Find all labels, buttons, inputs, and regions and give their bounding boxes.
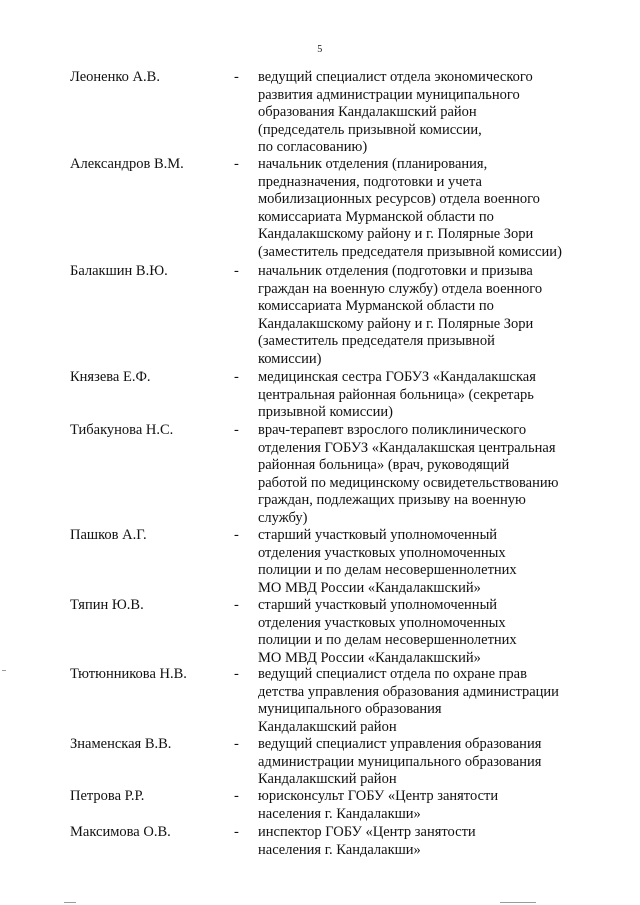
role-line: развития администрации муниципального [258, 86, 520, 103]
member-role [258, 422, 630, 528]
member-name: Тяпин Ю.В. [70, 597, 144, 613]
member-name: Александров В.М. [70, 156, 184, 172]
role-line: комиссариата Мурманской области по [258, 298, 494, 315]
role-line: Кандалакшскому району и г. Полярные Зори [258, 315, 534, 332]
role-line: предназначения, подготовки и учета [258, 173, 482, 190]
role-line: МО МВД России «Кандалакшский» [258, 649, 481, 666]
member-role [258, 597, 630, 667]
member-role [258, 666, 630, 736]
member-role [258, 369, 630, 422]
scan-footer-mark-left [64, 902, 76, 903]
role-line: начальник отделения (подготовки и призыва [258, 263, 533, 279]
member-name: Князева Е.Ф. [70, 369, 151, 385]
role-line: начальник отделения (планирования, [258, 156, 488, 172]
role-line: полиции и по делам несовершеннолетних [258, 632, 517, 649]
role-line: инспектор ГОБУ «Центр занятости [258, 824, 476, 840]
separator-dash: - [234, 527, 239, 543]
member-role [258, 788, 630, 823]
role-line: Кандалакшскому району и г. Полярные Зори [258, 226, 534, 243]
role-line: ведущий специалист управления образования [258, 736, 542, 752]
role-line: медицинская сестра ГОБУЗ «Кандалакшская [258, 369, 536, 385]
member-name: Леоненко А.В. [70, 69, 160, 85]
member-name: Максимова О.В. [70, 824, 171, 840]
role-line: граждан, подлежащих призыву на военную [258, 492, 526, 509]
role-line: полиции и по делам несовершеннолетних [258, 562, 517, 579]
role-line: администрации муниципального образования [258, 753, 542, 770]
role-line: (заместитель председателя призывной [258, 333, 495, 350]
role-line: старший участковый уполномоченный [258, 597, 498, 613]
scan-footer-mark-right [500, 902, 536, 903]
role-line: муниципального образования [258, 701, 442, 718]
member-role [258, 824, 630, 859]
member-role [258, 527, 630, 597]
separator-dash: - [234, 824, 239, 840]
role-line: отделения ГОБУЗ «Кандалакшская центральная [258, 439, 556, 456]
role-line: комиссии) [258, 350, 322, 367]
member-name: Тибакунова Н.С. [70, 422, 174, 438]
role-line: врач-терапевт взрослого поликлинического [258, 422, 527, 438]
role-line: Кандалакшский район [258, 771, 397, 788]
role-line: работой по медицинскому освидетельствованию [258, 474, 559, 491]
member-role [258, 736, 630, 789]
member-role [258, 156, 630, 262]
separator-dash: - [234, 156, 239, 172]
role-line: комиссариата Мурманской области по [258, 208, 494, 225]
member-name: Пашков А.Г. [70, 527, 147, 543]
role-line: населения г. Кандалакши» [258, 805, 421, 822]
separator-dash: - [234, 263, 239, 279]
separator-dash: - [234, 788, 239, 804]
role-line: населения г. Кандалакши» [258, 841, 421, 858]
role-line: МО МВД России «Кандалакшский» [258, 579, 481, 596]
role-line: отделения участковых уполномоченных [258, 614, 506, 631]
role-line: призывной комиссии) [258, 404, 393, 421]
role-line: службу) [258, 509, 308, 526]
role-line: детства управления образования администрации [258, 683, 559, 700]
role-line: Кандалакшский район [258, 718, 397, 735]
separator-dash: - [234, 369, 239, 385]
member-role [258, 69, 630, 157]
separator-dash: - [234, 422, 239, 438]
role-line: граждан на военную службу) отдела военного [258, 280, 543, 297]
role-line: (заместитель председателя призывной комиссии) [258, 243, 562, 260]
member-name: Петрова Р.Р. [70, 788, 145, 804]
member-name: Балакшин В.Ю. [70, 263, 168, 279]
role-line: отделения участковых уполномоченных [258, 544, 506, 561]
scan-edge-mark [2, 670, 6, 671]
role-line: мобилизационных ресурсов) отдела военного [258, 191, 540, 208]
role-line: юрисконсульт ГОБУ «Центр занятости [258, 788, 499, 804]
separator-dash: - [234, 597, 239, 613]
role-line: районная больница» (врач, руководящий [258, 457, 510, 474]
role-line: ведущий специалист отдела экономического [258, 69, 533, 85]
member-name: Тютюнникова Н.В. [70, 666, 187, 682]
member-name: Знаменская В.В. [70, 736, 172, 752]
role-line: (председатель призывной комиссии, [258, 121, 482, 138]
separator-dash: - [234, 736, 239, 752]
role-line: ведущий специалист отдела по охране прав [258, 666, 527, 682]
role-line: образования Кандалакшский район [258, 104, 477, 121]
member-role [258, 263, 630, 369]
role-line: старший участковый уполномоченный [258, 527, 498, 543]
separator-dash: - [234, 69, 239, 85]
page-number: 5 [317, 44, 323, 55]
role-line: центральная районная больница» (секретарь [258, 386, 534, 403]
role-line: по согласованию) [258, 139, 368, 156]
separator-dash: - [234, 666, 239, 682]
